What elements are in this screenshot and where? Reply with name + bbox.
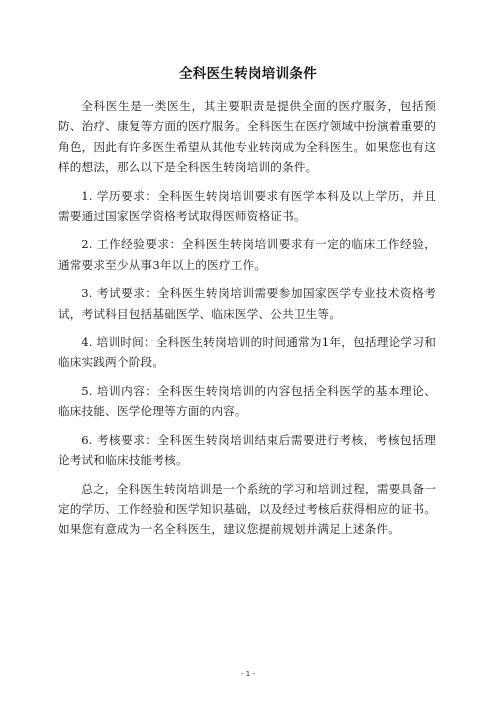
paragraph-item-4: 4. 培训时间：全科医生转岗培训的时间通常为1年，包括理论学习和临床实践两个阶段。 <box>58 335 436 370</box>
paragraph-item-1: 1. 学历要求：全科医生转岗培训要求有医学本科及以上学历，并且需要通过国家医学资格考试取得医师资格证书。 <box>58 188 436 224</box>
paragraph-conclusion: 总之，全科医生转岗培训是一个系统的学习和培训过程，需要具备一定的学历、工作经验和医学知识基础，以及经过考核后获得相应的证书。如果您有意成为一名全科医生，建议您提前规划并满足上述条件。 <box>58 481 436 537</box>
paragraph-item-3: 3. 考试要求：全科医生转岗培训需要参加国家医学专业技术资格考试，考试科目包括基础医学、临床医学、公共卫生等。 <box>58 286 436 321</box>
document-title: 全科医生转岗培训条件 <box>179 66 317 82</box>
document-body <box>58 96 436 548</box>
paragraph-item-5: 5. 培训内容：全科医生转岗培训的内容包括全科医学的基本理论、临床技能、医学伦理等方面的内容。 <box>58 383 436 419</box>
page-number: - 1 - <box>241 670 255 678</box>
paragraph-item-6: 6. 考核要求：全科医生转岗培训结束后需要进行考核，考核包括理论考试和临床技能考核。 <box>58 432 436 468</box>
paragraph-intro: 全科医生是一类医生，其主要职责是提供全面的医疗服务，包括预防、治疗、康复等方面的医疗服务。全科医生在医疗领域中扮演着重要的角色，因此有许多医生希望从其他专业转岗成为全科医生。如果您也有这样的想法，那么以下是全科医生转岗培训的条件。 <box>58 99 436 175</box>
paragraph-item-2: 2. 工作经验要求：全科医生转岗培训要求有一定的临床工作经验，通常要求至少从事3年以上的医疗工作。 <box>58 237 436 272</box>
